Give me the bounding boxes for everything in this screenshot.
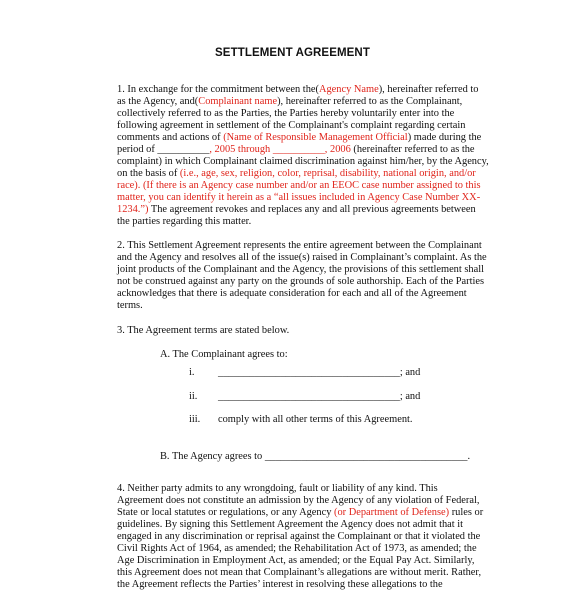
term-ii-text: ___________________________________; and [218,391,421,402]
section2-line5: acknowledges that there is adequate consideration for each and all of the Agreement [117,288,467,299]
section2-line4: not be construed against any party on the grounds of sole authorship. Each of the Parties [117,276,485,287]
section1-line9: race). (If there is an Agency case number and/or an EEOC case number assigned to this [117,180,481,191]
placeholder-date-range: , 2005 through __________, 2006 [209,144,351,155]
section3-heading: 3. The Agreement terms are stated below. [117,325,290,336]
complainant-agrees-heading: A. The Complainant agrees to: [160,349,288,360]
section1-line1: 1. In exchange for the commitment between the(Agency Name), hereinafter referred to [117,84,479,95]
section1-line7: complaint) in which Complainant claimed discrimination against him/her, by the Agency, [117,156,489,167]
placeholder-complainant-name: Complainant name [198,96,278,107]
term-iii-text: comply with all other terms of this Agreement. [218,414,413,425]
section4-line3: State or local statutes or regulations, or any Agency (or Department of Defense) rules or [117,507,484,518]
section4-line5: engaged in any discrimination or reprisal against the Complainant or that it violated the [117,531,481,542]
placeholder-basis: (i.e., age, sex, religion, color, reprisal, disability, national origin, and/or [179,168,476,179]
section4-line9: the Agreement reflects the Parties’ interest in resolving these allegations to the [117,579,443,590]
section1-line2: as the Agency, and(Complainant name), hereinafter referred to as the Complainant, [117,96,463,107]
section1-line6: period of __________, 2005 through __________, 2006 (hereinafter referred to as the [117,144,475,155]
section4-line4: guidelines. By signing this Settlement Agreement the Agency does not admit that it [117,519,464,530]
section4-line6: Civil Rights Act of 1964, as amended; the Rehabilitation Act of 1973, as amended; the [117,543,477,554]
term-iii-label: iii. [189,414,201,425]
term-i-label: i. [189,367,195,378]
section1-line8: on the basis of (i.e., age, sex, religion, color, reprisal, disability, national origin, and/or [117,168,476,179]
section2-line2: and the Agency and resolves all of the issue(s) raised in Complainant’s complaint. As the [117,252,487,263]
section1-line10: matter, you can identify it herein as a “all issues included in Agency Case Number XX- [117,192,481,203]
section2-line6: terms. [117,300,143,311]
term-i-text: ___________________________________; and [218,367,421,378]
placeholder-management-official: (Name of Responsible Management Official [223,132,408,143]
section1-line12: the parties regarding this matter. [117,216,252,227]
section2-line1: 2. This Settlement Agreement represents the entire agreement between the Complainant [117,240,482,251]
section1-line5: comments and actions of (Name of Responsible Management Official) made during the [117,132,482,143]
section2-line3: joint products of the Complainant and the Agency, the provisions of this settlement shall [117,264,484,275]
section1-line4: following agreement in settlement of the Complainant's complaint regarding certain [117,120,466,131]
agency-agrees-line: B. The Agency agrees to _______________________________________. [160,451,471,462]
section4-line2: Agreement does not constitute an admission by the Agency of any violation of Federal, [117,495,480,506]
placeholder-department: (or Department of Defense) [334,507,450,518]
term-ii-label: ii. [189,391,198,402]
section1-line3: collectively referred to as the Parties, the Parties hereby voluntarily enter into the [117,108,455,119]
section4-line8: this Agreement does not mean that Complainant’s allegations are without merit. Rather, [117,567,482,578]
section4-line7: Age Discrimination in Employment Act, as amended; or the Equal Pay Act. Similarly, [117,555,475,566]
document-title: SETTLEMENT AGREEMENT [215,47,370,59]
placeholder-agency-name: Agency Name [318,84,379,95]
section4-line1: 4. Neither party admits to any wrongdoing, fault or liability of any kind. This [117,483,438,494]
section1-line11: 1234.”) The agreement revokes and replaces any and all previous agreements between [117,204,476,215]
